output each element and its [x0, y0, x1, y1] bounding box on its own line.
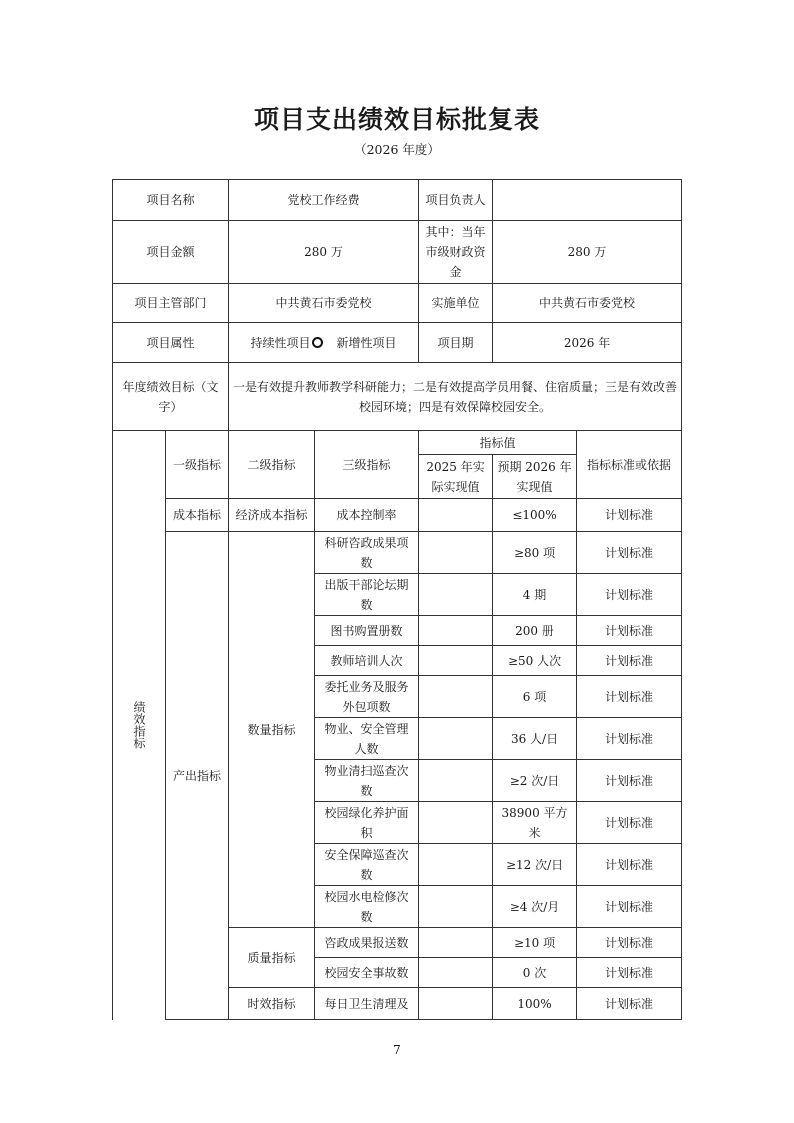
actual-cell [419, 718, 493, 760]
actual-cell [419, 802, 493, 844]
row-dept [113, 284, 682, 323]
table-row [113, 499, 682, 532]
quality-label: 质量指标 [229, 928, 315, 988]
actual-cell [419, 760, 493, 802]
basis-cell: 计划标准 [577, 616, 682, 646]
output-label: 产出指标 [166, 532, 229, 1020]
basis-cell: 计划标准 [577, 574, 682, 616]
row-attr [113, 323, 682, 363]
basis-cell: 计划标准 [577, 844, 682, 886]
basis-cell: 计划标准 [577, 958, 682, 988]
level3-cell: 委托业务及服务外包项数 [315, 676, 419, 718]
level3-cell: 咨政成果报送数 [315, 928, 419, 958]
project-name-label: 项目名称 [113, 180, 229, 221]
expected-cell: 100% [493, 988, 577, 1020]
page-title: 项目支出绩效目标批复表 [253, 105, 540, 134]
expected-cell: ≥4 次/月 [493, 886, 577, 928]
level3-cell: 图书购置册数 [315, 616, 419, 646]
level3-cell: 物业清扫巡查次数 [315, 760, 419, 802]
attr-option-new: 新增性项目 [336, 335, 397, 350]
expected-cell: 4 期 [493, 574, 577, 616]
basis-cell: 计划标准 [577, 988, 682, 1020]
dept-label: 项目主管部门 [113, 284, 229, 323]
level3-cell: 出版干部论坛期数 [315, 574, 419, 616]
radio-circle-icon [312, 337, 323, 348]
header-level1: 一级指标 [166, 431, 229, 499]
actual-cell [419, 844, 493, 886]
level3-cell: 每日卫生清理及 [315, 988, 419, 1020]
table-row [113, 532, 682, 574]
level3-cell: 校园水电检修次数 [315, 886, 419, 928]
amount-value: 280 万 [229, 221, 419, 284]
level3-cell: 校园绿化养护面积 [315, 802, 419, 844]
basis-cell: 计划标准 [577, 646, 682, 676]
page-number: 7 [393, 1043, 401, 1057]
impl-label: 实施单位 [419, 284, 493, 323]
actual-cell [419, 988, 493, 1020]
indicator-header-row [113, 431, 682, 455]
period-label: 项目期 [419, 323, 493, 363]
actual-cell [419, 886, 493, 928]
level2-cell: 经济成本指标 [229, 499, 315, 532]
attr-option-continuing: 持续性项目 [250, 335, 311, 350]
header-actual-2025: 2025 年实际实现值 [419, 455, 493, 499]
attr-options [229, 323, 419, 363]
basis-cell: 计划标准 [577, 802, 682, 844]
expected-cell: 36 人/日 [493, 718, 577, 760]
level3-cell: 成本控制率 [315, 499, 419, 532]
project-name-value: 党校工作经费 [229, 180, 419, 221]
expected-cell: ≥2 次/日 [493, 760, 577, 802]
section-label: 绩效指标 [113, 431, 166, 1020]
expected-cell: 0 次 [493, 958, 577, 988]
expected-cell: ≥12 次/日 [493, 844, 577, 886]
city-fund-value: 280 万 [493, 221, 682, 284]
header-value-group: 指标值 [419, 431, 577, 455]
actual-cell [419, 574, 493, 616]
period-value: 2026 年 [493, 323, 682, 363]
level1-cell: 成本指标 [166, 499, 229, 532]
attr-label: 项目属性 [113, 323, 229, 363]
basis-cell: 计划标准 [577, 676, 682, 718]
actual-cell [419, 646, 493, 676]
quantity-label: 数量指标 [229, 532, 315, 928]
expected-cell: 6 项 [493, 676, 577, 718]
level3-cell: 校园安全事故数 [315, 958, 419, 988]
basis-cell: 计划标准 [577, 532, 682, 574]
basis-cell: 计划标准 [577, 760, 682, 802]
level3-cell: 物业、安全管理人数 [315, 718, 419, 760]
owner-label: 项目负责人 [419, 180, 493, 221]
row-amount [113, 221, 682, 284]
owner-value [493, 180, 682, 221]
expected-cell: ≤100% [493, 499, 577, 532]
row-goal [113, 363, 682, 431]
basis-cell: 计划标准 [577, 499, 682, 532]
impl-value: 中共黄石市委党校 [493, 284, 682, 323]
actual-cell [419, 676, 493, 718]
level3-cell: 科研咨政成果项数 [315, 532, 419, 574]
basis-cell: 计划标准 [577, 886, 682, 928]
actual-cell [419, 532, 493, 574]
header-level3: 三级指标 [315, 431, 419, 499]
header-basis: 指标标准或依据 [577, 431, 682, 499]
city-fund-label: 其中：当年市级财政资金 [419, 221, 493, 284]
amount-label: 项目金额 [113, 221, 229, 284]
actual-cell [419, 616, 493, 646]
expected-cell: 200 册 [493, 616, 577, 646]
basis-cell: 计划标准 [577, 928, 682, 958]
goal-label: 年度绩效目标（文字） [113, 363, 229, 431]
page-subtitle: （2026 年度） [354, 142, 440, 157]
expected-cell: 38900 平方米 [493, 802, 577, 844]
timeliness-label: 时效指标 [229, 988, 315, 1020]
performance-table [112, 179, 682, 1020]
level3-cell: 教师培训人次 [315, 646, 419, 676]
basis-cell: 计划标准 [577, 718, 682, 760]
actual-cell [419, 499, 493, 532]
goal-text: 一是有效提升教师教学科研能力；二是有效提高学员用餐、住宿质量；三是有效改善校园环境；四是有效保障校园安全。 [229, 363, 682, 431]
header-expected-2026: 预期 2026 年实现值 [493, 455, 577, 499]
expected-cell: ≥80 项 [493, 532, 577, 574]
level3-cell: 安全保障巡查次数 [315, 844, 419, 886]
row-project-name [113, 180, 682, 221]
header-level2: 二级指标 [229, 431, 315, 499]
actual-cell [419, 928, 493, 958]
expected-cell: ≥10 项 [493, 928, 577, 958]
expected-cell: ≥50 人次 [493, 646, 577, 676]
dept-value: 中共黄石市委党校 [229, 284, 419, 323]
actual-cell [419, 958, 493, 988]
